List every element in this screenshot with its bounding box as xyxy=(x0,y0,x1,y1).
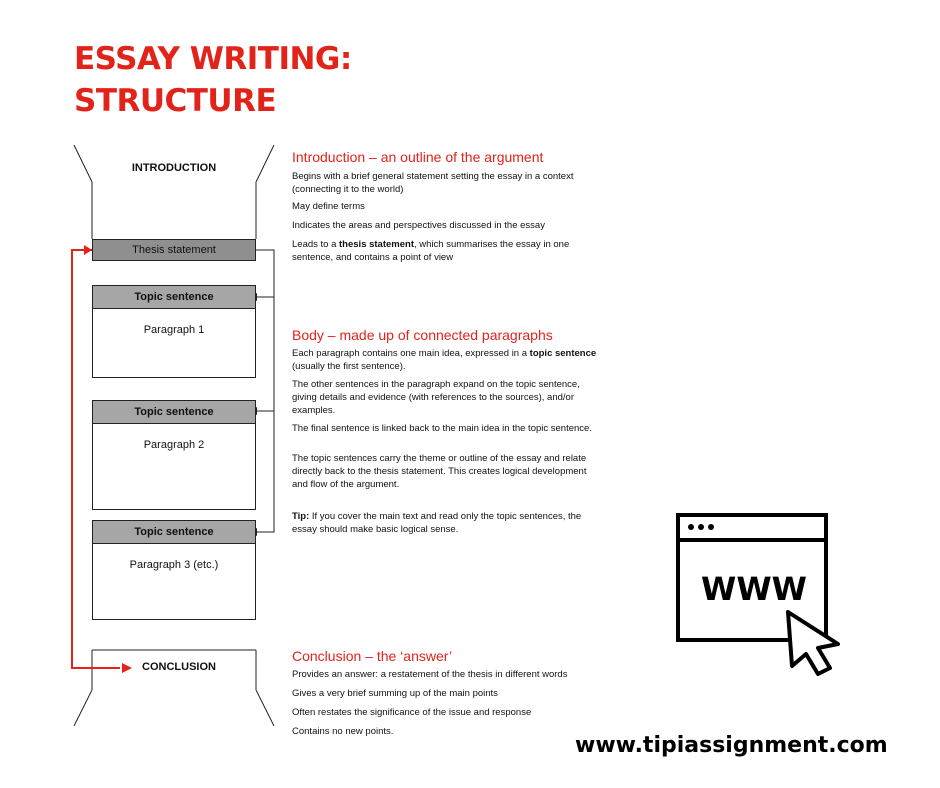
thesis-statement-box: Thesis statement xyxy=(92,239,256,261)
conclusion-point-3: Often restates the significance of the issue and response xyxy=(292,707,532,718)
topic-sentence-header: Topic sentence xyxy=(93,401,255,424)
topic-sentence-header: Topic sentence xyxy=(93,286,255,309)
conclusion-heading: Conclusion – the ‘answer’ xyxy=(292,648,453,664)
intro-point-4-bold: thesis statement xyxy=(339,239,414,250)
paragraph-label: Paragraph 1 xyxy=(143,324,205,336)
tip-label: Tip: xyxy=(292,511,310,522)
body-point-1-post: (usually the first sentence). xyxy=(292,361,406,372)
introduction-heading: Introduction – an outline of the argument xyxy=(292,149,544,165)
intro-point-4-pre: Leads to a xyxy=(292,239,340,250)
intro-point-4-post: , which summarises the essay in one sentence, and contains a point of view xyxy=(292,239,570,263)
intro-point-3: Indicates the areas and perspectives discussed in the essay xyxy=(292,220,545,231)
www-icon-text: WWW xyxy=(701,570,807,608)
body-tip xyxy=(292,510,597,536)
body-point-4: The topic sentences carry the theme or outline of the essay and relate directly back to the thesis statement. This creates logical development and flow of the argument. xyxy=(292,453,587,490)
body-heading: Body – made up of connected paragraphs xyxy=(292,327,553,343)
paragraph-box-1 xyxy=(92,285,256,378)
conclusion-label: CONCLUSION xyxy=(142,661,216,673)
red-arrowhead-top xyxy=(84,245,92,255)
conclusion-point-1: Provides an answer: a restatement of the thesis in different words xyxy=(292,669,568,680)
paragraph-label: Paragraph 3 (etc.) xyxy=(129,559,219,571)
intro-point-1: Begins with a brief general statement setting the essay in a context (connecting it to the world) xyxy=(292,171,574,195)
paragraph-label: Paragraph 2 xyxy=(143,439,205,451)
body-point-2: The other sentences in the paragraph expand on the topic sentence, giving details and evidence (with references to the sources), and/or examples. xyxy=(292,379,580,416)
topic-sentence-header: Topic sentence xyxy=(93,521,255,544)
browser-window-icon xyxy=(676,512,846,677)
thesis-connector xyxy=(256,250,274,532)
tip-text: If you cover the main text and read only the topic sentences, the essay should make basic logical sense. xyxy=(292,511,582,535)
paragraph-box-3 xyxy=(92,520,256,620)
body-point-1 xyxy=(292,347,597,373)
body-point-3: The final sentence is linked back to the main idea in the topic sentence. xyxy=(292,423,592,434)
intro-point-4 xyxy=(292,238,597,264)
conclusion-point-2: Gives a very brief summing up of the main points xyxy=(292,688,498,699)
introduction-funnel xyxy=(74,145,274,239)
title-line-1: ESSAY WRITING: xyxy=(74,41,352,77)
title-line-2: STRUCTURE xyxy=(74,83,277,119)
website-url: www.tipiassignment.com xyxy=(575,733,888,758)
body-point-1-bold: topic sentence xyxy=(529,348,597,359)
intro-point-2: May define terms xyxy=(292,201,365,212)
body-point-1-pre: Each paragraph contains one main idea, expressed in a xyxy=(292,348,530,359)
conclusion-point-4: Contains no new points. xyxy=(292,726,394,737)
introduction-label: INTRODUCTION xyxy=(131,162,217,174)
paragraph-box-2 xyxy=(92,400,256,510)
